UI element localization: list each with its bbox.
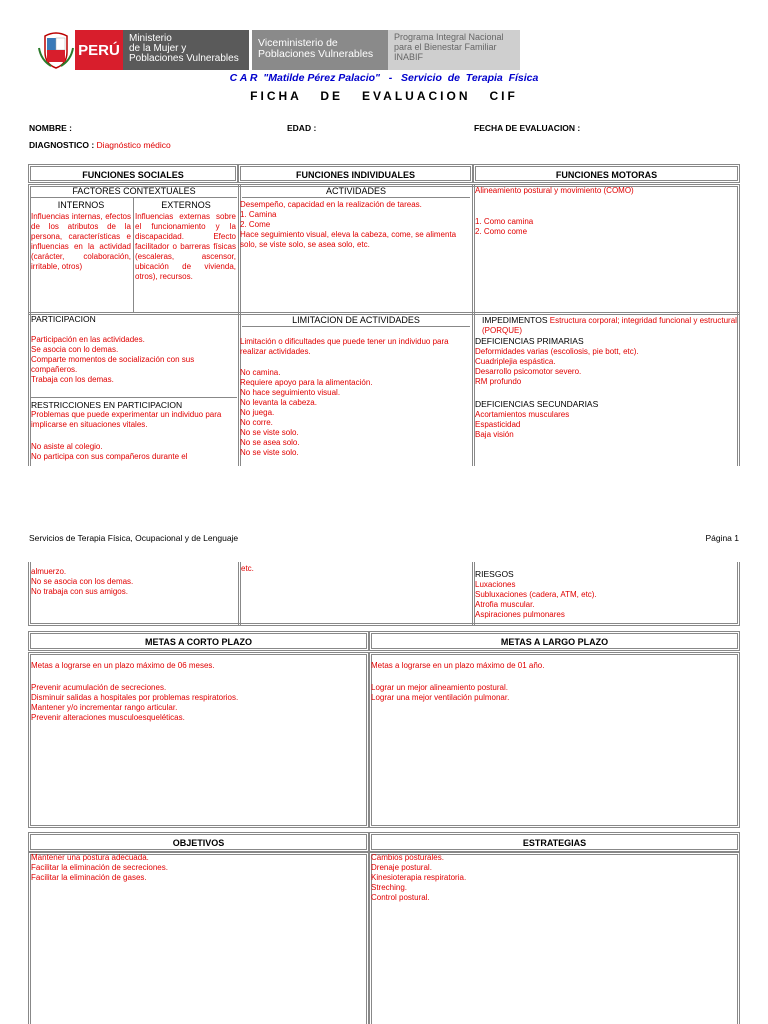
header-metas-corto: METAS A CORTO PLAZO [28,631,369,651]
restricciones-desc: Problemas que puede experimentar un individuo para implicarse en situaciones vitales. [31,410,222,429]
metas-corto-cell [28,652,369,828]
metas-largo-cell [369,652,740,828]
riesgos-label: RIESGOS [475,569,514,579]
limitacion-label: LIMITACION DE ACTIVIDADES [292,315,420,325]
impedimentos-row [482,315,737,336]
metas-corto-list: Prevenir acumulación de secreciones. Disminuir salidas a hospitales por problemas respiratorios. Mantener y/o incrementar rango articular. Prevenir alteraciones musculoesqueléticas. [31,683,239,722]
header-individuales: FUNCIONES INDIVIDUALES [238,164,473,183]
fecha-label: FECHA DE EVALUACION : [474,123,581,133]
diagnostico-label: DIAGNOSTICO : [29,140,95,150]
externos-label: EXTERNOS [161,200,211,210]
metas-largo-list: Lograr un mejor alineamiento postural. Lograr una mejor ventilación pulmonar. [371,683,510,702]
diagnostico-row [29,140,171,150]
restricciones-list: No asiste al colegio. No participa con sus compañeros durante el [31,442,188,461]
ministerio-label: Ministerio de la Mujer y Poblaciones Vulnerables [123,30,249,70]
diagnostico-value: Diagnóstico médico [96,140,171,150]
limitacion-list: No camina. Requiere apoyo para la alimentación. No hace seguimiento visual. No levanta la cabeza. No juega. No corre. No se viste solo. No se asea solo. No se viste solo. [240,368,373,457]
continuation-sociales: almuerzo. No se asocia con los demas. No trabaja con sus amigos. [31,567,134,596]
objetivos-list: Mantener una postura adecuada. Facilitar la eliminación de secreciones. Facilitar la eliminación de gases. [31,853,168,882]
actividades-content: Desempeño, capacidad en la realización de tareas. 1. Camina 2. Come Hace seguimiento visual, eleva la cabeza, come, se alimenta solo, se viste solo, se asea solo, etc. [240,200,457,249]
header-objetivos: OBJETIVOS [28,832,369,852]
primarias-label: DEFICIENCIAS PRIMARIAS [475,336,584,346]
factores-contextuales-label: FACTORES CONTEXTUALES [72,186,196,196]
impedimentos-desc: Estructura corporal; integridad funcional y estructural (PORQUE) [482,316,737,335]
internos-label: INTERNOS [57,200,105,210]
peru-label: PERÚ [75,30,123,70]
nombre-label: NOMBRE : [29,123,72,133]
actividades-label: ACTIVIDADES [325,186,386,196]
participacion-list: Participación en las actividades. Se asocia con lo demas. Comparte momentos de socialización con sus compañeros. Trabaja con los demas. [31,335,195,384]
participacion-label: PARTICIPACION [31,314,96,324]
coat-of-arms-icon [37,30,75,68]
limitacion-desc: Limitación o dificultades que puede tener un individuo para realizar actividades. [240,337,449,356]
footer-left: Servicios de Terapia Física, Ocupacional y de Lenguaje [29,533,239,543]
impedimentos-label: IMPEDIMENTOS [482,315,548,325]
alineamiento-label: Alineamiento postural y movimiento (COMO) [475,186,634,195]
footer-page-number: Página 1 [705,533,739,543]
restricciones-label: RESTRICCIONES EN PARTICIPACION [31,400,183,410]
riesgos-list: Luxaciones Subluxaciones (cadera, ATM, etc). Atrofia muscular. Aspiraciones pulmonares [475,580,597,619]
header-banner [37,30,520,70]
header-sociales: FUNCIONES SOCIALES [28,164,238,183]
secundarias-list: Acortamientos musculares Espasticidad Baja visión [475,410,570,439]
header-motoras: FUNCIONES MOTORAS [473,164,740,183]
secundarias-label: DEFICIENCIAS SECUNDARIAS [475,399,599,409]
page-title: FICHA DE EVALUACION CIF [250,89,518,103]
metas-largo-desc: Metas a lograrse en un plazo máximo de 01 año. [371,661,545,670]
car-line: C A R "Matilde Pérez Palacio" - Servicio de Terapia Física [229,72,539,84]
primarias-list: Deformidades varias (escoliosis, pie bott, etc). Cuadriplejia espástica. Desarrollo psicomotor severo. RM profundo [475,347,639,386]
estrategias-list: Cambios posturales. Drenaje postural. Kinesioterapia respiratoria. Streching. Control postural. [371,853,467,902]
continuation-individuales: etc. [241,564,254,573]
metas-corto-desc: Metas a lograrse en un plazo máximo de 06 meses. [31,661,215,670]
alineamiento-list: 1. Como camina 2. Como come [475,217,534,236]
header-metas-largo: METAS A LARGO PLAZO [369,631,740,651]
header-estrategias: ESTRATEGIAS [369,832,740,852]
edad-label: EDAD : [287,123,317,133]
programa-label: Programa Integral Nacional para el Bienestar Familiar INABIF [388,30,520,70]
externos-text: Influencias externas sobre el funcionamiento y la discapacidad. Efecto facilitador o barreras físicas (escaleras, ascensor, ubicación de vivienda, otros), recursos. [135,212,236,281]
internos-text: Influencias internas, efectos de los atributos de la persona, características e influencias en la actividad (carácter, colaboración, irritable, otros) [31,212,131,271]
viceministerio-label: Viceministerio de Poblaciones Vulnerables [252,30,388,70]
